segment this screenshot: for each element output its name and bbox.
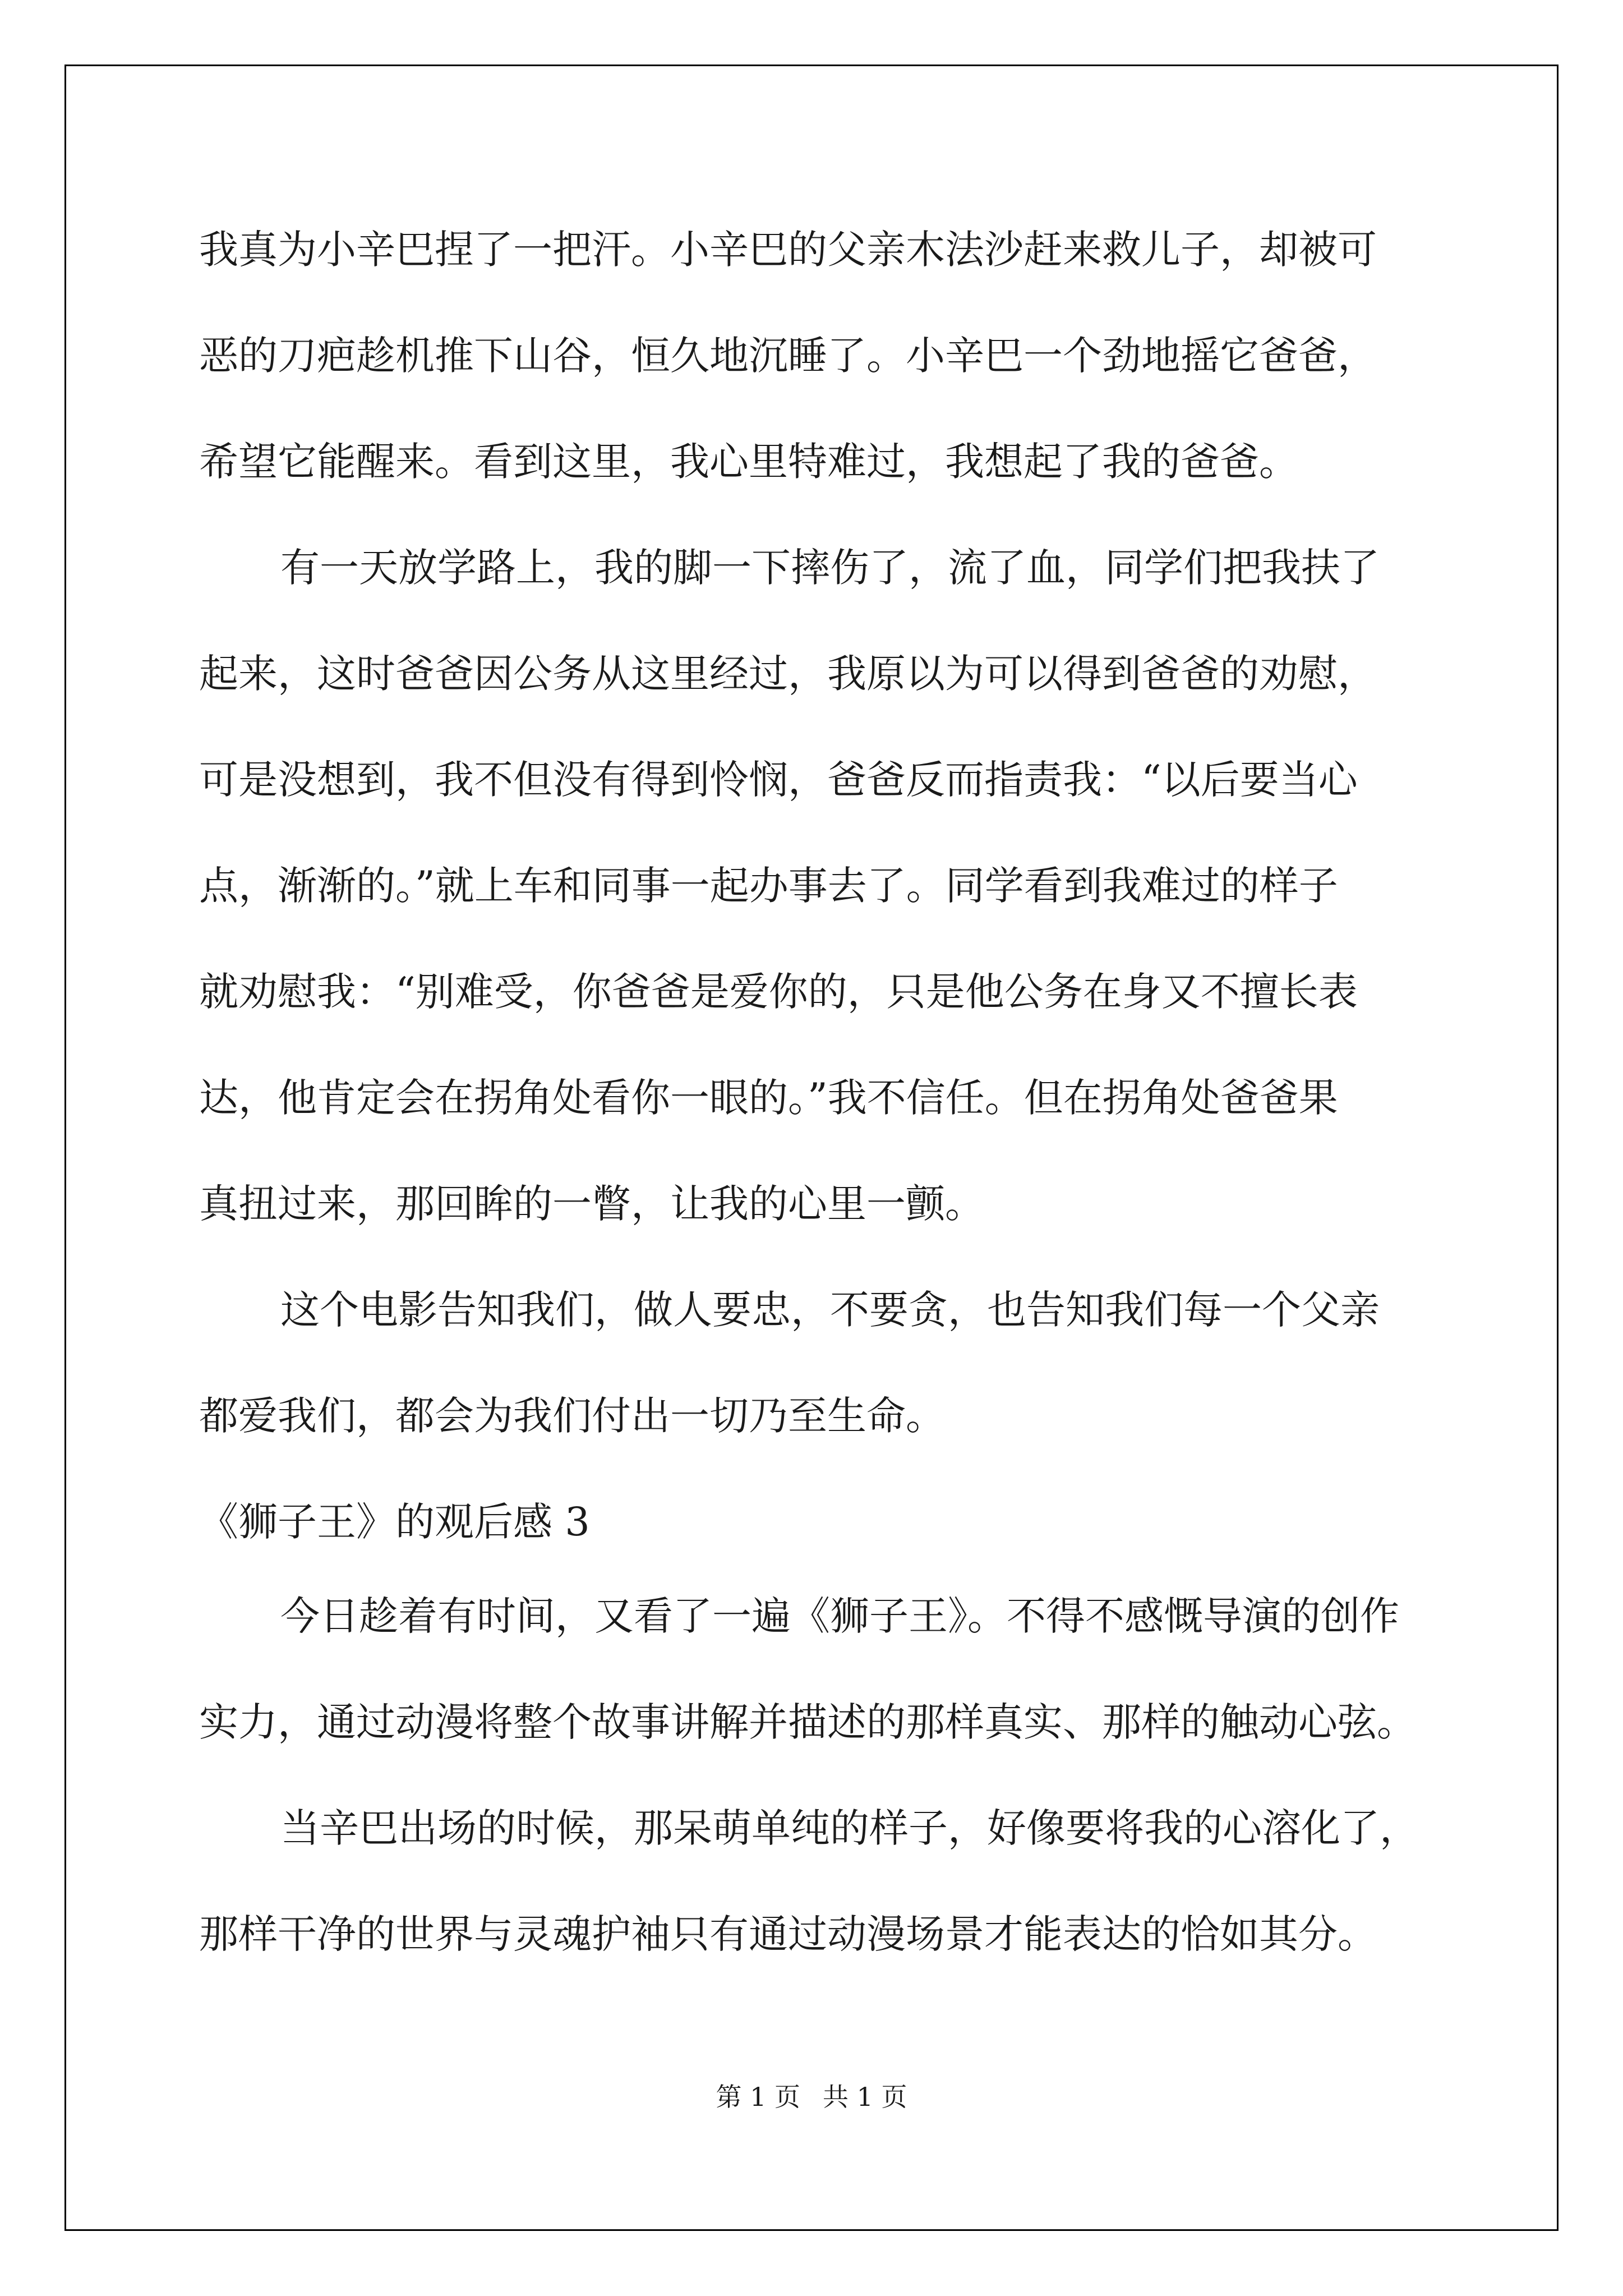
paragraph-start-line: 这个电影告知我们，做人要忠，不要贪，也告知我们每一个父亲 — [280, 1287, 1380, 1333]
paragraph-start-line: 今日趁着有时间，又看了一遍《狮子王》。不得不感慨导演的创作 — [280, 1593, 1399, 1639]
text-line: 恶的刀疤趁机推下山谷，恒久地沉睡了。小辛巴一个劲地摇它爸爸， — [199, 333, 1377, 379]
text-line: 真扭过来，那回眸的一瞥，让我的心里一颤。 — [199, 1181, 984, 1227]
text-line: 起来，这时爸爸因公务从这里经过，我原以为可以得到爸爸的劝慰， — [199, 651, 1377, 697]
text-line: 点，渐渐的。”就上车和同事一起办事去了。同学看到我难过的样子 — [199, 863, 1338, 909]
text-line: 实力，通过动漫将整个故事讲解并描述的那样真实、那样的触动心弦。 — [199, 1699, 1416, 1745]
page-number: 第 1 页 — [716, 2082, 800, 2112]
document-body — [199, 208, 1431, 1998]
section-heading: 《狮子王》的观后感 3 — [199, 1499, 590, 1545]
paragraph-start-line: 有一天放学路上，我的脚一下摔伤了，流了血，同学们把我扶了 — [280, 545, 1380, 591]
text-line: 就劝慰我：“别难受，你爸爸是爱你的，只是他公务在身又不擅长表 — [199, 969, 1358, 1015]
text-line: 可是没想到，我不但没有得到怜悯，爸爸反而指责我：“以后要当心 — [199, 757, 1358, 803]
text-line: 那样干净的世界与灵魂护袖只有通过动漫场景才能表达的恰如其分。 — [199, 1911, 1377, 1957]
text-line: 希望它能醒来。看到这里，我心里特难过，我想起了我的爸爸。 — [199, 439, 1298, 485]
page-total: 共 1 页 — [823, 2082, 907, 2112]
text-line: 都爱我们，都会为我们付出一切乃至生命。 — [199, 1393, 945, 1439]
text-line: 达，他肯定会在拐角处看你一眼的。”我不信任。但在拐角处爸爸果 — [199, 1075, 1338, 1121]
page-footer — [0, 2080, 1623, 2114]
text-line: 我真为小辛巴捏了一把汗。小辛巴的父亲木法沙赶来救儿子，却被可 — [199, 227, 1377, 273]
paragraph-start-line: 当辛巴出场的时候，那呆萌单纯的样子，好像要将我的心溶化了， — [280, 1805, 1419, 1851]
